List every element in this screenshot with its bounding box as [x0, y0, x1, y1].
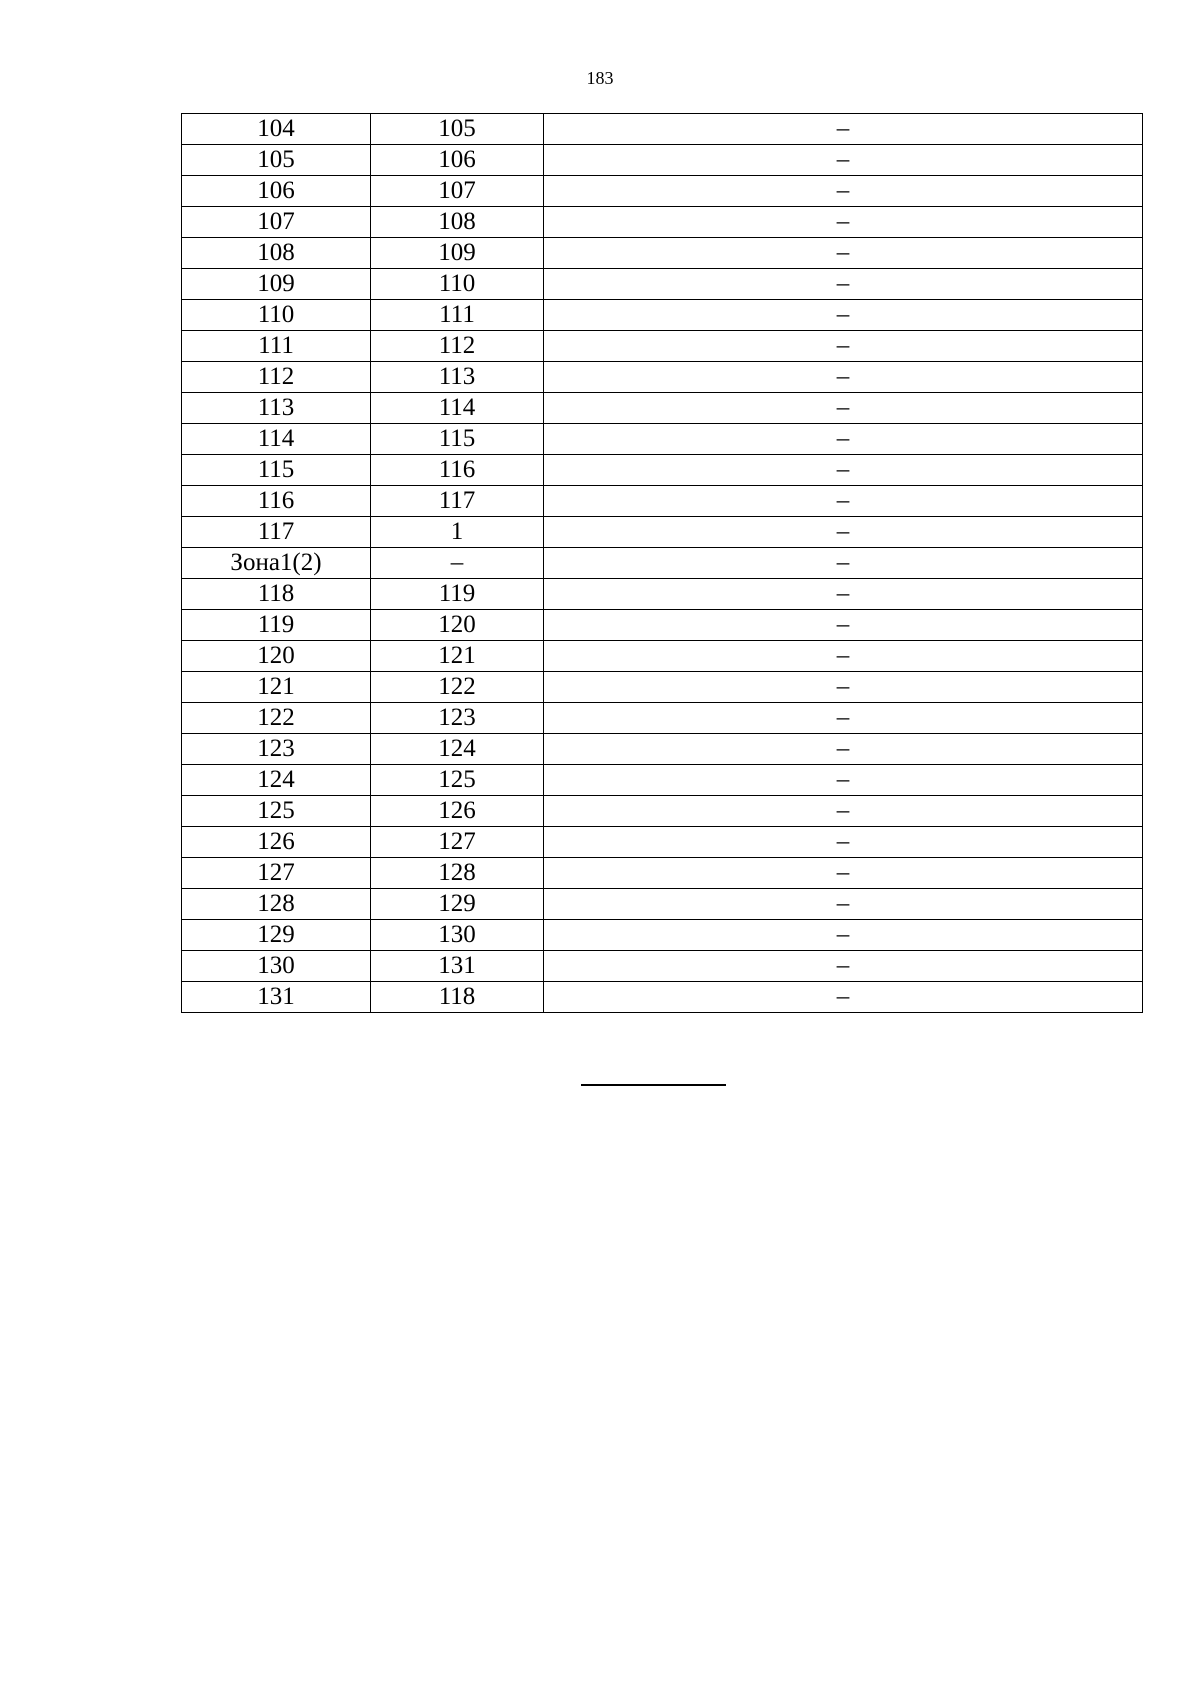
- table-cell: 126: [371, 796, 544, 827]
- table-cell: –: [544, 982, 1143, 1013]
- table-row: [182, 951, 1143, 982]
- table-cell: 108: [371, 207, 544, 238]
- table-cell: 118: [371, 982, 544, 1013]
- table-cell: –: [544, 145, 1143, 176]
- table-row: [182, 765, 1143, 796]
- table-row: [182, 362, 1143, 393]
- table-cell: 107: [371, 176, 544, 207]
- table-cell: 116: [371, 455, 544, 486]
- table-cell: 114: [371, 393, 544, 424]
- table-cell: 131: [182, 982, 371, 1013]
- table-cell: 117: [182, 517, 371, 548]
- table-cell: –: [544, 207, 1143, 238]
- table-cell: –: [544, 672, 1143, 703]
- table-cell: –: [544, 176, 1143, 207]
- table-row: [182, 672, 1143, 703]
- table-row: [182, 176, 1143, 207]
- table-cell: 108: [182, 238, 371, 269]
- table-cell: 116: [182, 486, 371, 517]
- table-row: [182, 207, 1143, 238]
- table-cell: –: [544, 486, 1143, 517]
- table-cell: 118: [182, 579, 371, 610]
- table-row: [182, 579, 1143, 610]
- table-cell: –: [544, 641, 1143, 672]
- table-cell: 124: [182, 765, 371, 796]
- table-body: [182, 114, 1143, 1013]
- table-cell: –: [544, 579, 1143, 610]
- table-row: [182, 734, 1143, 765]
- table-row: [182, 858, 1143, 889]
- table-cell: 115: [182, 455, 371, 486]
- table-cell: –: [544, 734, 1143, 765]
- table-row: [182, 331, 1143, 362]
- table-cell: –: [544, 238, 1143, 269]
- table-cell: 125: [182, 796, 371, 827]
- table-cell: 117: [371, 486, 544, 517]
- table-cell: 130: [371, 920, 544, 951]
- table-cell: –: [544, 269, 1143, 300]
- table-row: [182, 827, 1143, 858]
- table-row: [182, 548, 1143, 579]
- table-cell: –: [544, 300, 1143, 331]
- table-cell: –: [544, 610, 1143, 641]
- table-cell: 112: [182, 362, 371, 393]
- table-cell: –: [544, 455, 1143, 486]
- table-row: [182, 920, 1143, 951]
- table-cell: 110: [371, 269, 544, 300]
- table-cell: 109: [371, 238, 544, 269]
- table-row: [182, 238, 1143, 269]
- table-cell: 128: [182, 889, 371, 920]
- table-cell: 106: [371, 145, 544, 176]
- table-cell: –: [544, 362, 1143, 393]
- table-cell: –: [544, 765, 1143, 796]
- page-number: 183: [586, 68, 614, 88]
- table-cell: 125: [371, 765, 544, 796]
- table-cell: –: [544, 331, 1143, 362]
- table-cell: 127: [182, 858, 371, 889]
- table-cell: –: [544, 517, 1143, 548]
- table-row: [182, 269, 1143, 300]
- table-cell: –: [544, 548, 1143, 579]
- table-row: [182, 486, 1143, 517]
- table-cell: –: [544, 920, 1143, 951]
- table-row: [182, 114, 1143, 145]
- table-cell: 123: [182, 734, 371, 765]
- table-row: [182, 455, 1143, 486]
- table-cell: 112: [371, 331, 544, 362]
- table-cell: 1: [371, 517, 544, 548]
- table-cell: 119: [182, 610, 371, 641]
- table-row: [182, 610, 1143, 641]
- table-cell: 113: [371, 362, 544, 393]
- table-cell: 111: [371, 300, 544, 331]
- table-cell: 120: [182, 641, 371, 672]
- table-row: [182, 796, 1143, 827]
- table-cell: 127: [371, 827, 544, 858]
- table-cell: 121: [182, 672, 371, 703]
- table-cell: 126: [182, 827, 371, 858]
- table-row: [182, 641, 1143, 672]
- table-cell: –: [544, 424, 1143, 455]
- table-cell: 115: [371, 424, 544, 455]
- table-cell: 130: [182, 951, 371, 982]
- table-cell: –: [544, 393, 1143, 424]
- table-row: [182, 982, 1143, 1013]
- table-cell: 121: [371, 641, 544, 672]
- table-cell: –: [544, 703, 1143, 734]
- table-cell: 114: [182, 424, 371, 455]
- table-cell: 111: [182, 331, 371, 362]
- table-cell: 122: [371, 672, 544, 703]
- end-of-table-rule: [581, 1084, 726, 1086]
- table-cell: 113: [182, 393, 371, 424]
- table-cell: 129: [182, 920, 371, 951]
- table-cell: 129: [371, 889, 544, 920]
- table-cell: 105: [182, 145, 371, 176]
- table-cell: Зона1(2): [182, 548, 371, 579]
- table-cell: 110: [182, 300, 371, 331]
- table-row: [182, 145, 1143, 176]
- table-row: [182, 393, 1143, 424]
- table-cell: 124: [371, 734, 544, 765]
- table-row: [182, 424, 1143, 455]
- data-table: [181, 113, 1143, 1013]
- table-cell: 107: [182, 207, 371, 238]
- table-cell: –: [544, 114, 1143, 145]
- table-cell: 106: [182, 176, 371, 207]
- table-cell: –: [544, 889, 1143, 920]
- table-cell: –: [544, 796, 1143, 827]
- table-row: [182, 889, 1143, 920]
- table-cell: –: [544, 827, 1143, 858]
- table-cell: 122: [182, 703, 371, 734]
- table-cell: 120: [371, 610, 544, 641]
- table-row: [182, 703, 1143, 734]
- table-cell: –: [544, 951, 1143, 982]
- table-cell: 119: [371, 579, 544, 610]
- table-cell: –: [544, 858, 1143, 889]
- table-row: [182, 517, 1143, 548]
- table-cell: 123: [371, 703, 544, 734]
- table-cell: 105: [371, 114, 544, 145]
- table-cell: 131: [371, 951, 544, 982]
- table-cell: 109: [182, 269, 371, 300]
- table-cell: 104: [182, 114, 371, 145]
- table-cell: –: [371, 548, 544, 579]
- table-row: [182, 300, 1143, 331]
- table-cell: 128: [371, 858, 544, 889]
